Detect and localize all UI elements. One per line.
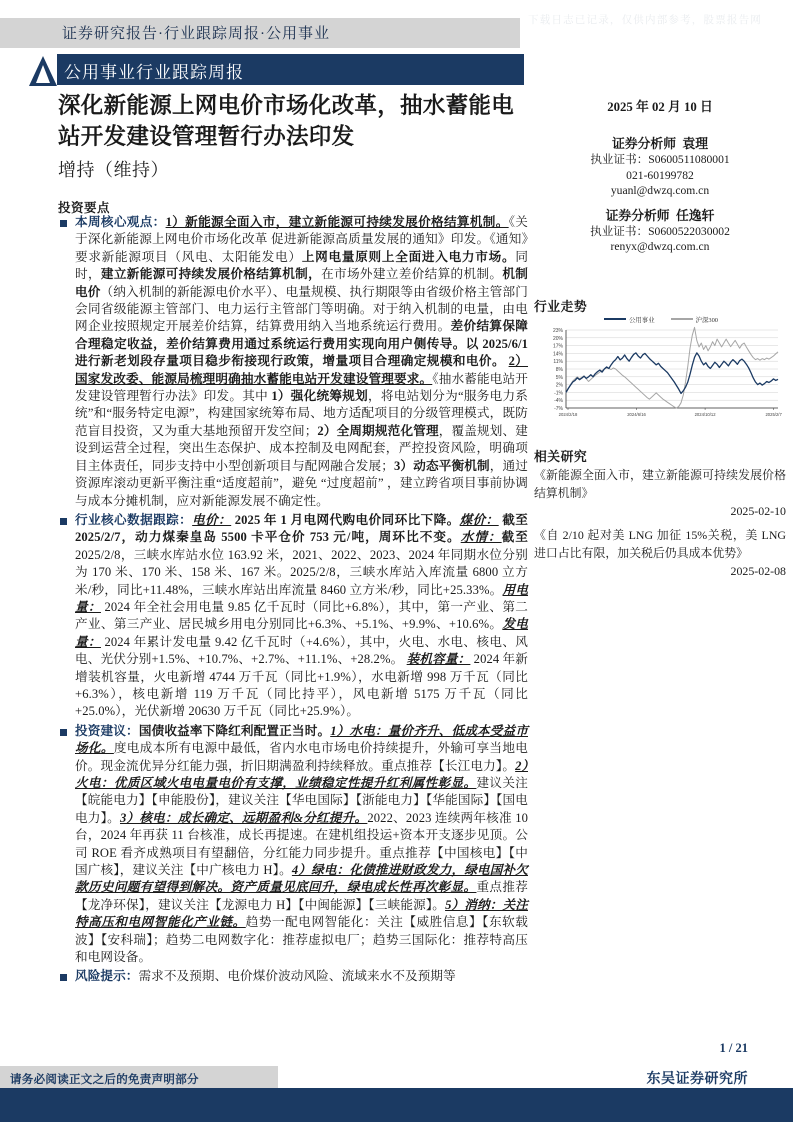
svg-text:5%: 5% [555,374,563,381]
svg-text:2024/10/12: 2024/10/12 [694,412,716,417]
trend-chart-svg [536,326,786,422]
rating-badge: 增持（维持） [58,160,169,180]
svg-text:20%: 20% [552,335,563,342]
analyst-role-and-name-0: 证券分析师 袁理 [612,137,708,151]
svg-text:2025/2/7: 2025/2/7 [765,412,782,417]
firm-name: 东吴证券研究所 [646,1072,748,1087]
svg-text:14%: 14% [552,351,563,358]
related-research-list [534,466,786,586]
investment-highlights-heading: 投资要点 [58,201,111,215]
page-title: 深化新能源上网电价市场化改革，抽水蓄能电站开发建设管理暂行办法印发 [58,93,515,149]
related-research-item-1[interactable] [534,526,786,579]
related-date-1: 2025-02-08 [730,564,786,578]
svg-text:-4%: -4% [554,398,563,405]
analyst-phone-0: 021-60199782 [626,168,694,182]
chart-legend [536,312,786,326]
svg-text:17%: 17% [552,343,563,350]
bullet-industry-data [58,512,528,721]
legend-item-1 [671,315,718,324]
legend-swatch-0 [604,318,626,320]
analyst-role-and-name-1: 证券分析师 任逸轩 [605,208,715,223]
header-kicker-text: 证券研究报告·行业跟踪周报·公用事业 [62,26,330,42]
investment-advice-paragraph: 投资建议：国债收益率下降红利配置正当时。1）水电：量价齐升、低成本受益市场化。度电成本所有电源中最低，省内水电市场电价持续提升，外输可享当地电价。现金流优异分红能力强，折旧期满盈利持续释放。重点推荐【长江电力】。2）火电：优质区域火电电量电价有支撑，业绩稳定性提升红利属性彰显。建议关注【皖能电力】【申能股份】，建议关注【华电国际】【浙能电力】【华能国际】【国电电力】。3）核电：成长确定、远期盈利&分红提升。2022、2023 连续两年核准 10 台，2024 年再获 11 台核准，成长再提速。在建机组投运+资本开支逐步见顶。公司 ROE 看齐成熟项目有望翻倍，分红能力同步提升。重点推荐【中国核电】【中国广核】，建议关注【中广核电力 H】。4）绿电：化债推进财政发力，绿电国补欠款历史问题有望得到解决。资产质量见底回升，绿电成长性再次彰显。重点推荐【龙净环保】，建议关注【龙源电力 H】【中闽能源】【三峡能源】。5）消纳：关注特高压和电网智能化产业链。趋势一配电网智能化：关注【威胜信息】【东软载波】【安科瑞】；趋势二电网数字化：推荐虚拟电厂；趋势三国际化：推荐特高压和电网设备。 [75,723,529,965]
report-body [58,214,528,988]
related-research-heading: 相关研究 [534,450,588,464]
legend-label-0: 公用事业 [629,316,655,324]
industry-trend-chart [536,312,786,422]
svg-text:-1%: -1% [554,390,563,397]
footer-bar [0,1088,793,1122]
analyst-block-1 [534,205,786,255]
analyst-cert-1: 执业证书：S0600522030002 [590,224,730,238]
risk-paragraph: 风险提示：需求不及预期、电价煤价波动风险、流域来水不及预期等 [75,969,456,984]
svg-text:2024/2/18: 2024/2/18 [558,412,578,417]
analyst-email-0[interactable]: yuanl@dwzq.com.cn [610,184,710,197]
related-research-item-0[interactable] [534,466,786,519]
analyst-cert-0: 执业证书：S0600511080001 [590,153,730,166]
svg-text:11%: 11% [553,359,563,366]
svg-text:2%: 2% [555,382,563,389]
svg-text:-7%: -7% [554,406,563,412]
core-view-paragraph: 本周核心观点：1）新能源全面入市，建立新能源可持续发展价格结算机制。《关于深化新能源上网电价市场化改革 促进新能源高质量发展的通知》印发。《通知》要求新能源项目（风电、太阳能发电）上网电量原则上全面进入电力市场。同时，建立新能源可持续发展价格结算机制，在市场外建立差价结算的机制。机制电价（纳入机制的新能源电价水平）、电量规模、执行期限等由省级价格主管部门会同省级能源主管部门、电力运行主管部门等明确。对于纳入机制的电量，由电网企业按照规定开展差价结算，结算费用纳入当地系统运行费用。差价结算保障合理稳定收益，差价结算费用通过系统运行费用实现向用户侧传导。以 2025/6/1 进行新老划段存量项目稳步衔接现行政策，增量项目合理确定规模和电价。 2）国家发改委、能源局梳理明确抽水蓄能电站开发建设管理要求。《抽水蓄能电站开发建设管理暂行办法》印发。其中 1）强化统筹规划，将电站划分为“服务电力系统”和“服务特定电源”，构建国家统筹布局、地方适配项目的分级管理模式，既防范盲目投资，又为重大基地预留开发空间；2）全周期规范化管理，覆盖规划、建设到运营全过程，突出生态保护、成本控制及电网配套，严控投资风险，明确项目主体责任，同步支持中小型创新项目与配网融合发展；3）动态平衡机制，通过资源库滚动更新平衡注重“适度超前”，避免 “过度超前” ，建立跨省项目事前协调与成本分摊机制，应对新能源发展不确定性。 [75,215,529,508]
report-meta-column [534,96,786,255]
dongwu-logo-icon [28,54,58,88]
report-date: 2025 年 02 月 10 日 [607,100,713,114]
analyst-block-0 [534,133,786,199]
watermark-text: 下载日志已记录，仅供内部参考，股票报告网 [528,14,762,26]
legend-label-1: 沪深300 [695,316,718,324]
svg-text:8%: 8% [555,367,563,373]
bullet-core-view [58,214,528,510]
legend-item-0 [604,315,655,324]
industry-trend-heading: 行业走势 [534,300,588,314]
related-title-0: 《新能源全面入市，建立新能源可持续发展价格结算机制》 [534,468,786,500]
analyst-email-1[interactable]: renyx@dwzq.com.cn [610,240,710,253]
industry-data-paragraph: 行业核心数据跟踪：电价： 2025 年 1 月电网代购电价同环比下降。煤价： 截至 2025/2/7，动力煤秦皇岛 5500 卡平仓价 753 元/吨，周环比不变。水情：截至 2025/2/8，三峡水库站水位 163.92 米，2021、2022、2023、2024 年同期水位分别为 170 米、170 米、158 米、167 米。2025/2/8，三峡水库站入库流量 6800 立方米/秒，同比+11.48%，三峡水库站出库流量 8460 立方米/秒，同比+25.33%。用电量： 2024 年全社会用电量 9.85 亿千瓦时（同比+6.8%），其中，第一产业、第二产业、第三产业、居民城乡用电分别同比+6.3%、+5.1%、+9.9%、+10.6%。发电量： 2024 年累计发电量 9.42 亿千瓦时（+4.6%），其中，火电、水电、核电、风电、光伏分别+1.5%、+10.7%、+2.7%、+11.1%、+28.2%。 装机容量： 2024 年新增装机容量，火电新增 4744 万千瓦（同比+1.9%），水电新增 998 万千瓦（同比+6.3%），核电新增 119 万千瓦（同比持平），风电新增 5175 万千瓦（同比+25.0%），光伏新增 20630 万千瓦（同比+25.9%）。 [75,512,529,719]
svg-text:2024/6/16: 2024/6/16 [627,412,646,417]
report-type-label: 公用事业行业跟踪周报 [64,63,244,82]
bullet-investment-advice [58,723,528,967]
related-title-1: 《自 2/10 起对美 LNG 加征 15%关税，美 LNG 进口占比有限，加关税后仍具成本优势》 [534,528,786,560]
related-date-0: 2025-02-10 [730,504,786,518]
legend-swatch-1 [671,318,693,320]
svg-text:23%: 23% [552,328,563,334]
page-number: 1 / 21 [719,1041,748,1055]
footer-disclaimer-note: 请务必阅读正文之后的免责声明部分 [10,1074,199,1086]
bullet-risk [58,968,528,985]
